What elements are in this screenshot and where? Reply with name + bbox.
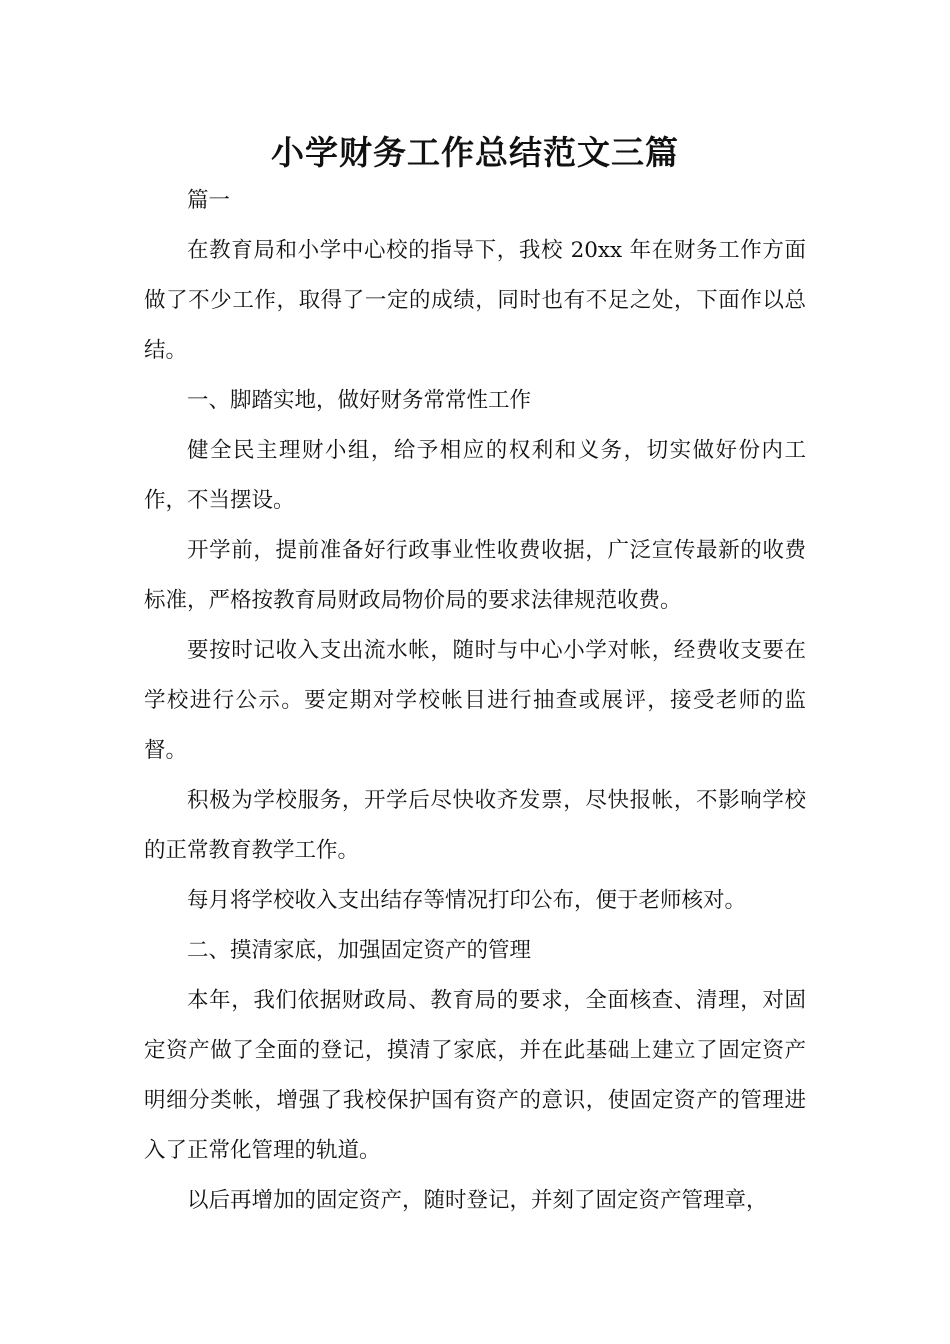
paragraph: 要按时记收入支出流水帐，随时与中心小学对帐，经费收支要在学校进行公示。要定期对学校帐目进行抽查或展评，接受老师的监督。 [144,638,806,763]
paragraph: 开学前，提前准备好行政事业性收费收据，广泛宣传最新的收费标准，严格按教育局财政局物价局的要求法律规范收费。 [144,538,806,613]
document-title: 小学财务工作总结范文三篇 [271,133,679,172]
heading-section-1: 一、脚踏实地，做好财务常常性工作 [187,388,532,413]
paragraph: 以后再增加的固定资产，随时登记，并刻了固定资产管理章， [187,1188,768,1213]
paragraph-section-label: 篇一 [187,188,231,213]
paragraph: 本年，我们依据财政局、教育局的要求，全面核查、清理，对固定资产做了全面的登记，摸清了家底，并在此基础上建立了固定资产明细分类帐，增强了我校保护国有资产的意识，使固定资产的管理进入了正常化管理的轨道。 [144,988,806,1163]
paragraph: 积极为学校服务，开学后尽快收齐发票，尽快报帐，不影响学校的正常教育教学工作。 [144,788,806,863]
paragraph: 健全民主理财小组，给予相应的权利和义务，切实做好份内工作，不当摆设。 [144,438,806,513]
heading-section-2: 二、摸清家底，加强固定资产的管理 [187,938,532,963]
paragraph: 每月将学校收入支出结存等情况打印公布，便于老师核对。 [187,888,747,913]
paragraph-intro: 在教育局和小学中心校的指导下，我校 20xx 年在财务工作方面做了不少工作，取得了一定的成绩，同时也有不足之处，下面作以总结。 [144,238,806,363]
document-body [144,176,806,1226]
